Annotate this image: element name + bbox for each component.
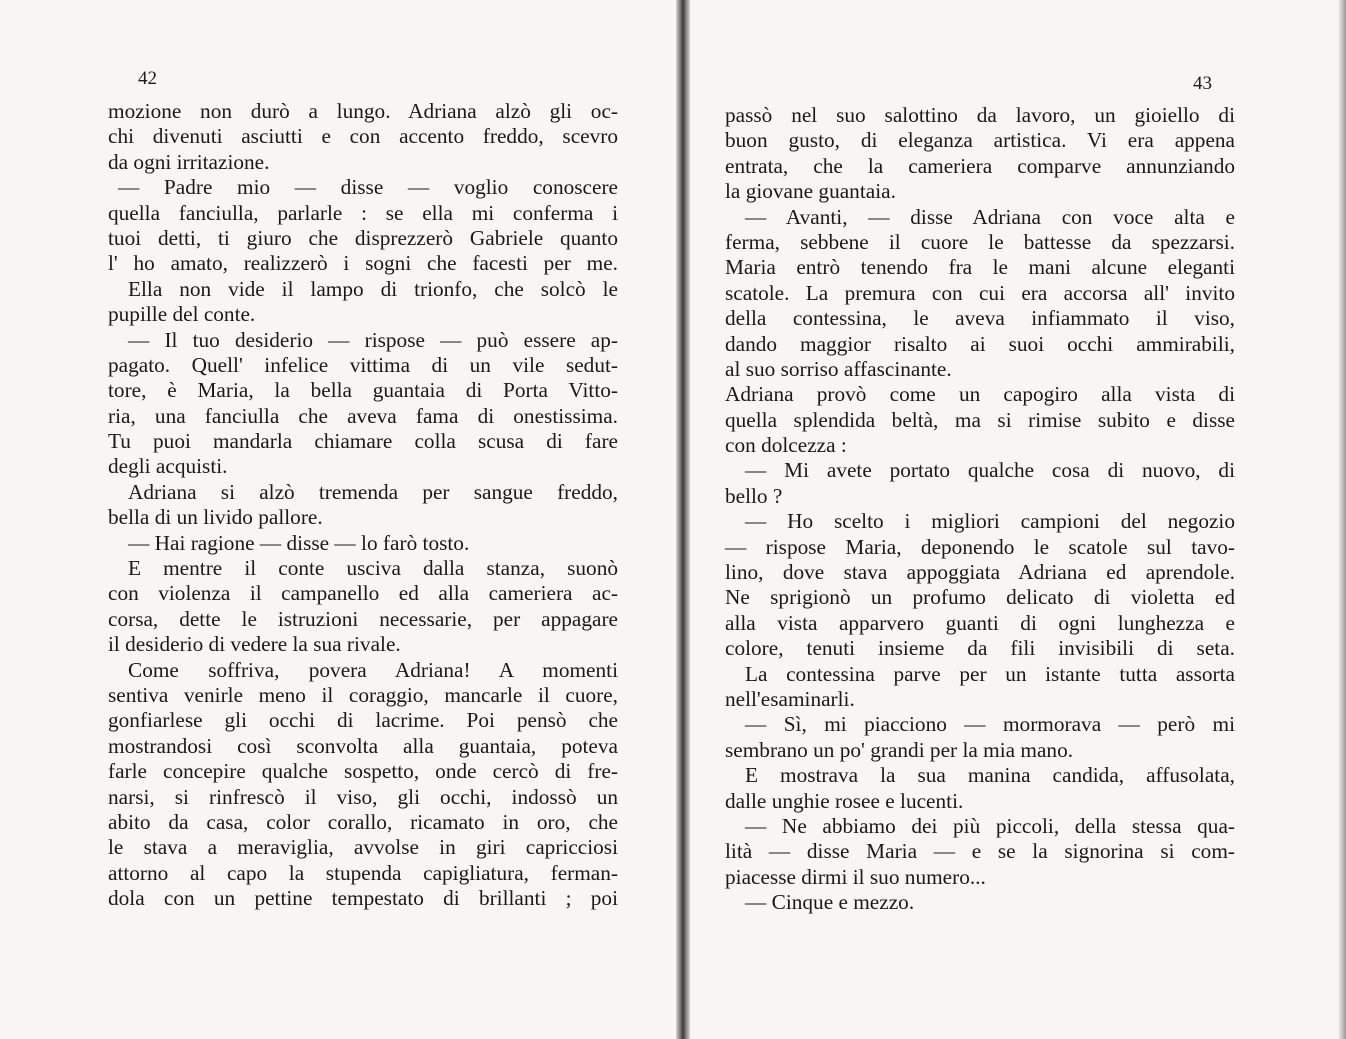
text-line: colore, tenuti insieme da fili invisibili di seta. xyxy=(725,636,1235,661)
text-line: ria, una fanciulla che aveva fama di onestissima. xyxy=(108,403,618,428)
text-line: quella splendida beltà, ma si rimise subito e disse xyxy=(725,407,1235,432)
text-line: — rispose Maria, deponendo le scatole sul tavo- xyxy=(725,534,1235,559)
text-line: — Il tuo desiderio — rispose — può essere ap- xyxy=(128,327,618,352)
text-line: gonfiarlese gli occhi di lacrime. Poi pensò che xyxy=(108,708,618,733)
text-line: tuoi detti, ti giuro che disprezzerò Gabriele quanto xyxy=(108,225,618,250)
text-line: ferma, sebbene il cuore le battesse da spezzarsi. xyxy=(725,229,1235,254)
text-line: — Ho scelto i migliori campioni del negozio xyxy=(745,509,1235,534)
text-line: tore, è Maria, la bella guantaia di Porta Vitto- xyxy=(108,378,618,403)
text-line: — Cinque e mezzo. xyxy=(745,890,915,915)
text-line: La contessina parve per un istante tutta assorta xyxy=(745,661,1235,686)
text-line: narsi, si rinfrescò il viso, gli occhi, indossò un xyxy=(108,784,618,809)
book-gutter xyxy=(676,0,690,1039)
text-line: — Hai ragione — disse — lo farò tosto. xyxy=(128,530,470,555)
text-line: chi divenuti asciutti e con accento freddo, scevro xyxy=(108,124,618,149)
text-line: l' ho amato, realizzerò i sogni che facesti per me. xyxy=(108,251,618,276)
text-line: entrata, che la cameriera comparve annunziando xyxy=(725,153,1235,178)
text-line: alla vista apparvero guanti di ogni lunghezza e xyxy=(725,610,1235,635)
text-line: sembrano un po' grandi per la mia mano. xyxy=(725,737,1074,762)
right-page-text xyxy=(725,103,1235,916)
text-line: pagato. Quell' infelice vittima di un vile sedut- xyxy=(108,352,618,377)
right-page-number: 43 xyxy=(1193,73,1212,94)
right-page xyxy=(690,0,1346,1039)
text-line: lità — disse Maria — e se la signorina si com- xyxy=(725,839,1235,864)
text-line: degli acquisti. xyxy=(108,454,228,479)
text-line: Maria entrò tenendo fra le mani alcune eleganti xyxy=(725,255,1235,280)
text-line: mostrandosi così sconvolta alla guantaia, poteva xyxy=(108,733,618,758)
text-line: al suo sorriso affascinante. xyxy=(725,356,952,381)
text-line: — Sì, mi piacciono — mormorava — però mi xyxy=(745,712,1235,737)
text-line: sentiva venirle meno il coraggio, mancarle il cuore, xyxy=(108,682,618,707)
text-line: la giovane guantaia. xyxy=(725,179,896,204)
text-line: pupille del conte. xyxy=(108,302,256,327)
text-line: Come soffriva, povera Adriana! A momenti xyxy=(128,657,618,682)
text-line: piacesse dirmi il suo numero... xyxy=(725,864,986,889)
text-line: — Ne abbiamo dei più piccoli, della stessa qua- xyxy=(745,813,1235,838)
text-line: dando maggior risalto ai suoi occhi ammirabili, xyxy=(725,331,1235,356)
text-line: mozione non durò a lungo. Adriana alzò gli oc- xyxy=(108,99,618,123)
text-line: Adriana si alzò tremenda per sangue freddo, xyxy=(128,479,618,504)
text-line: Ella non vide il lampo di trionfo, che solcò le xyxy=(128,276,618,301)
text-line: buon gusto, di eleganza artistica. Vi era appena xyxy=(725,128,1235,153)
text-line: E mostrava la sua manina candida, affusolata, xyxy=(745,763,1235,788)
text-line: farle concepire qualche sospetto, onde cercò di fre- xyxy=(108,759,618,784)
text-line: bello ? xyxy=(725,483,783,508)
text-line: con dolcezza : xyxy=(725,433,847,458)
text-line: con violenza il campanello ed alla cameriera ac- xyxy=(108,581,618,606)
right-edge-shadow xyxy=(1338,0,1346,1039)
text-line: abito da casa, color corallo, ricamato in oro, che xyxy=(108,809,618,834)
text-line: scatole. La premura con cui era accorsa all' invito xyxy=(725,280,1235,305)
text-line: il desiderio di vedere la sua rivale. xyxy=(108,632,401,657)
text-line: corsa, dette le istruzioni necessarie, per appagare xyxy=(108,606,618,631)
text-line: Tu puoi mandarla chiamare colla scusa di fare xyxy=(108,429,618,454)
text-line: quella fanciulla, parlarle : se ella mi conferma i xyxy=(108,200,618,225)
text-line: dola con un pettine tempestato di brillanti ; poi xyxy=(108,886,618,911)
text-line: Ne sprigionò un profumo delicato di violetta ed xyxy=(725,585,1235,610)
left-page-number: 42 xyxy=(138,68,157,89)
left-page-text xyxy=(108,99,618,912)
text-line: — Avanti, — disse Adriana con voce alta e xyxy=(745,204,1235,229)
text-line: E mentre il conte usciva dalla stanza, suonò xyxy=(128,556,618,581)
text-line: nell'esaminarli. xyxy=(725,686,855,711)
text-line: — Mi avete portato qualche cosa di nuovo, di xyxy=(745,458,1235,483)
text-line: passò nel suo salottino da lavoro, un gioiello di xyxy=(725,103,1235,127)
text-line: della contessina, le aveva infiammato il viso, xyxy=(725,306,1235,331)
text-line: dalle unghie rosee e lucenti. xyxy=(725,788,964,813)
text-line: attorno al capo la stupenda capigliatura, ferman- xyxy=(108,860,618,885)
text-line: Adriana provò come un capogiro alla vista di xyxy=(725,382,1235,407)
text-line: lino, dove stava appoggiata Adriana ed aprendole. xyxy=(725,560,1235,585)
text-line: da ogni irritazione. xyxy=(108,149,270,174)
text-line: — Padre mio — disse — voglio conoscere xyxy=(118,175,618,200)
text-line: le stava a meraviglia, avvolse in giri capricciosi xyxy=(108,835,618,860)
text-line: bella di un livido pallore. xyxy=(108,505,323,530)
